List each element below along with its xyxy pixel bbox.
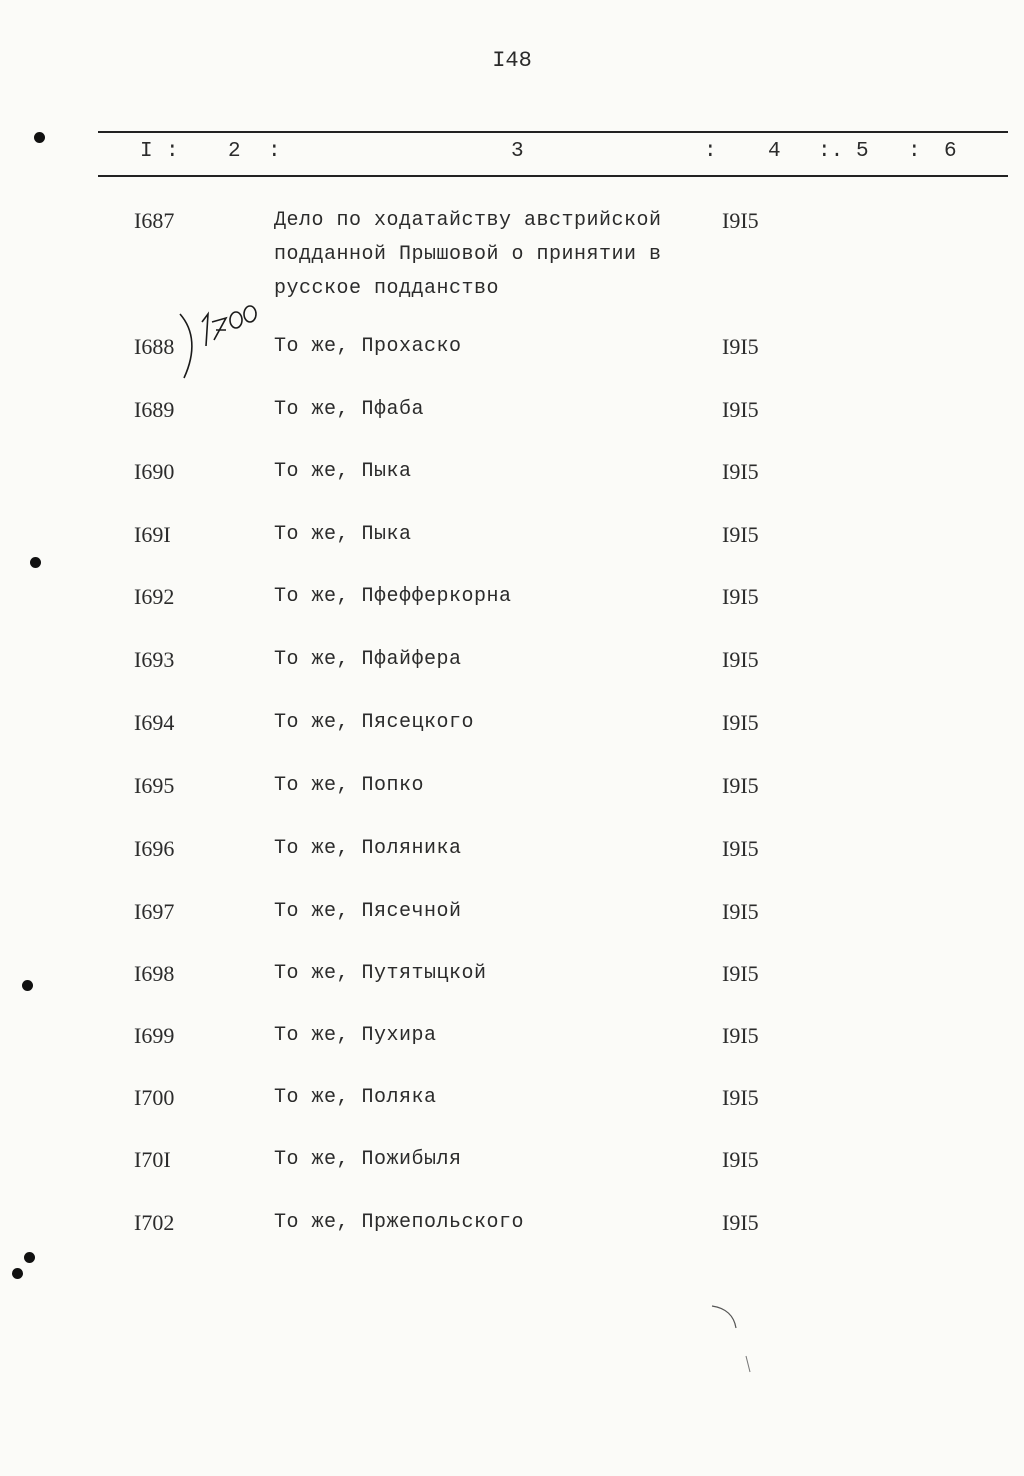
- case-title: То же, Пожибыля: [274, 1148, 462, 1171]
- header-separator: :: [268, 140, 281, 163]
- case-title: То же, Пухира: [274, 1024, 437, 1047]
- case-year: I9I5: [722, 836, 759, 861]
- table-row: [0, 899, 1024, 959]
- header-col-4: 4: [768, 140, 781, 163]
- table-row: [0, 208, 1024, 300]
- table-row: [0, 1023, 1024, 1083]
- case-number: I702: [134, 1210, 175, 1235]
- case-year: I9I5: [722, 334, 759, 359]
- case-year: I9I5: [722, 208, 759, 233]
- header-col-6: 6: [944, 140, 957, 163]
- header-separator: :: [908, 140, 921, 163]
- case-year: I9I5: [722, 899, 759, 924]
- table-row: [0, 836, 1024, 896]
- case-number: I688: [134, 334, 175, 359]
- case-year: I9I5: [722, 584, 759, 609]
- case-number: I687: [134, 208, 175, 233]
- case-number: I697: [134, 899, 175, 924]
- stray-pencil-mark: [706, 1300, 756, 1380]
- case-title: То же, Прохаско: [274, 335, 462, 358]
- case-year: I9I5: [722, 1023, 759, 1048]
- case-number: I689: [134, 397, 175, 422]
- case-number: I70I: [134, 1147, 171, 1172]
- case-title: То же, Поляника: [274, 837, 462, 860]
- table-row: [0, 459, 1024, 519]
- table-row: [0, 1147, 1024, 1207]
- case-year: I9I5: [722, 1085, 759, 1110]
- case-title: То же, Попко: [274, 774, 425, 797]
- case-title: То же, Путятыцкой: [274, 962, 487, 985]
- case-number: I696: [134, 836, 175, 861]
- case-number: I699: [134, 1023, 175, 1048]
- case-title: То же, Пыка: [274, 460, 412, 483]
- case-year: I9I5: [722, 773, 759, 798]
- case-title: Дело по ходатайству австрийской подданной Прышовой о принятии в русское подданство: [274, 209, 662, 300]
- header-col-1: I: [140, 140, 153, 163]
- header-col-3: 3: [511, 140, 524, 163]
- header-separator: :: [166, 140, 179, 163]
- table-row: [0, 773, 1024, 833]
- table-row: [0, 1085, 1024, 1145]
- punch-hole-mark: [12, 1268, 23, 1279]
- header-separator: :.: [818, 140, 844, 163]
- case-title: То же, Пфайфера: [274, 648, 462, 671]
- case-year: I9I5: [722, 397, 759, 422]
- header-col-5: 5: [856, 140, 869, 163]
- case-title: То же, Поляка: [274, 1086, 437, 1109]
- case-year: I9I5: [722, 1210, 759, 1235]
- punch-hole-mark: [22, 980, 33, 991]
- handwritten-note-1700: [172, 300, 272, 390]
- case-title: То же, Пфаба: [274, 398, 425, 421]
- table-row: [0, 522, 1024, 582]
- case-year: I9I5: [722, 647, 759, 672]
- punch-hole-mark: [34, 132, 45, 143]
- case-year: I9I5: [722, 522, 759, 547]
- case-title: То же, Пыка: [274, 523, 412, 546]
- case-year: I9I5: [722, 459, 759, 484]
- case-year: I9I5: [722, 1147, 759, 1172]
- case-number: I692: [134, 584, 175, 609]
- table-row: [0, 334, 1024, 394]
- table-row: [0, 397, 1024, 457]
- table-top-rule: [98, 131, 1008, 133]
- case-number: I69I: [134, 522, 171, 547]
- header-separator: :: [704, 140, 717, 163]
- case-number: I695: [134, 773, 175, 798]
- case-number: I700: [134, 1085, 175, 1110]
- case-number: I694: [134, 710, 175, 735]
- table-row: [0, 710, 1024, 770]
- table-row: [0, 1210, 1024, 1270]
- header-col-2: 2: [228, 140, 241, 163]
- case-number: I698: [134, 961, 175, 986]
- table-header-rule: [98, 175, 1008, 177]
- table-row: [0, 961, 1024, 1021]
- table-row: [0, 647, 1024, 707]
- case-number: I693: [134, 647, 175, 672]
- case-year: I9I5: [722, 961, 759, 986]
- case-title: То же, Пясечной: [274, 900, 462, 923]
- case-title: То же, Пясецкого: [274, 711, 475, 734]
- punch-hole-mark: [24, 1252, 35, 1263]
- table-row: [0, 584, 1024, 644]
- punch-hole-mark: [30, 557, 41, 568]
- case-number: I690: [134, 459, 175, 484]
- case-title: То же, Пфефферкорна: [274, 585, 512, 608]
- case-title: То же, Пржепольского: [274, 1211, 525, 1234]
- case-year: I9I5: [722, 710, 759, 735]
- page-number: I48: [492, 48, 532, 73]
